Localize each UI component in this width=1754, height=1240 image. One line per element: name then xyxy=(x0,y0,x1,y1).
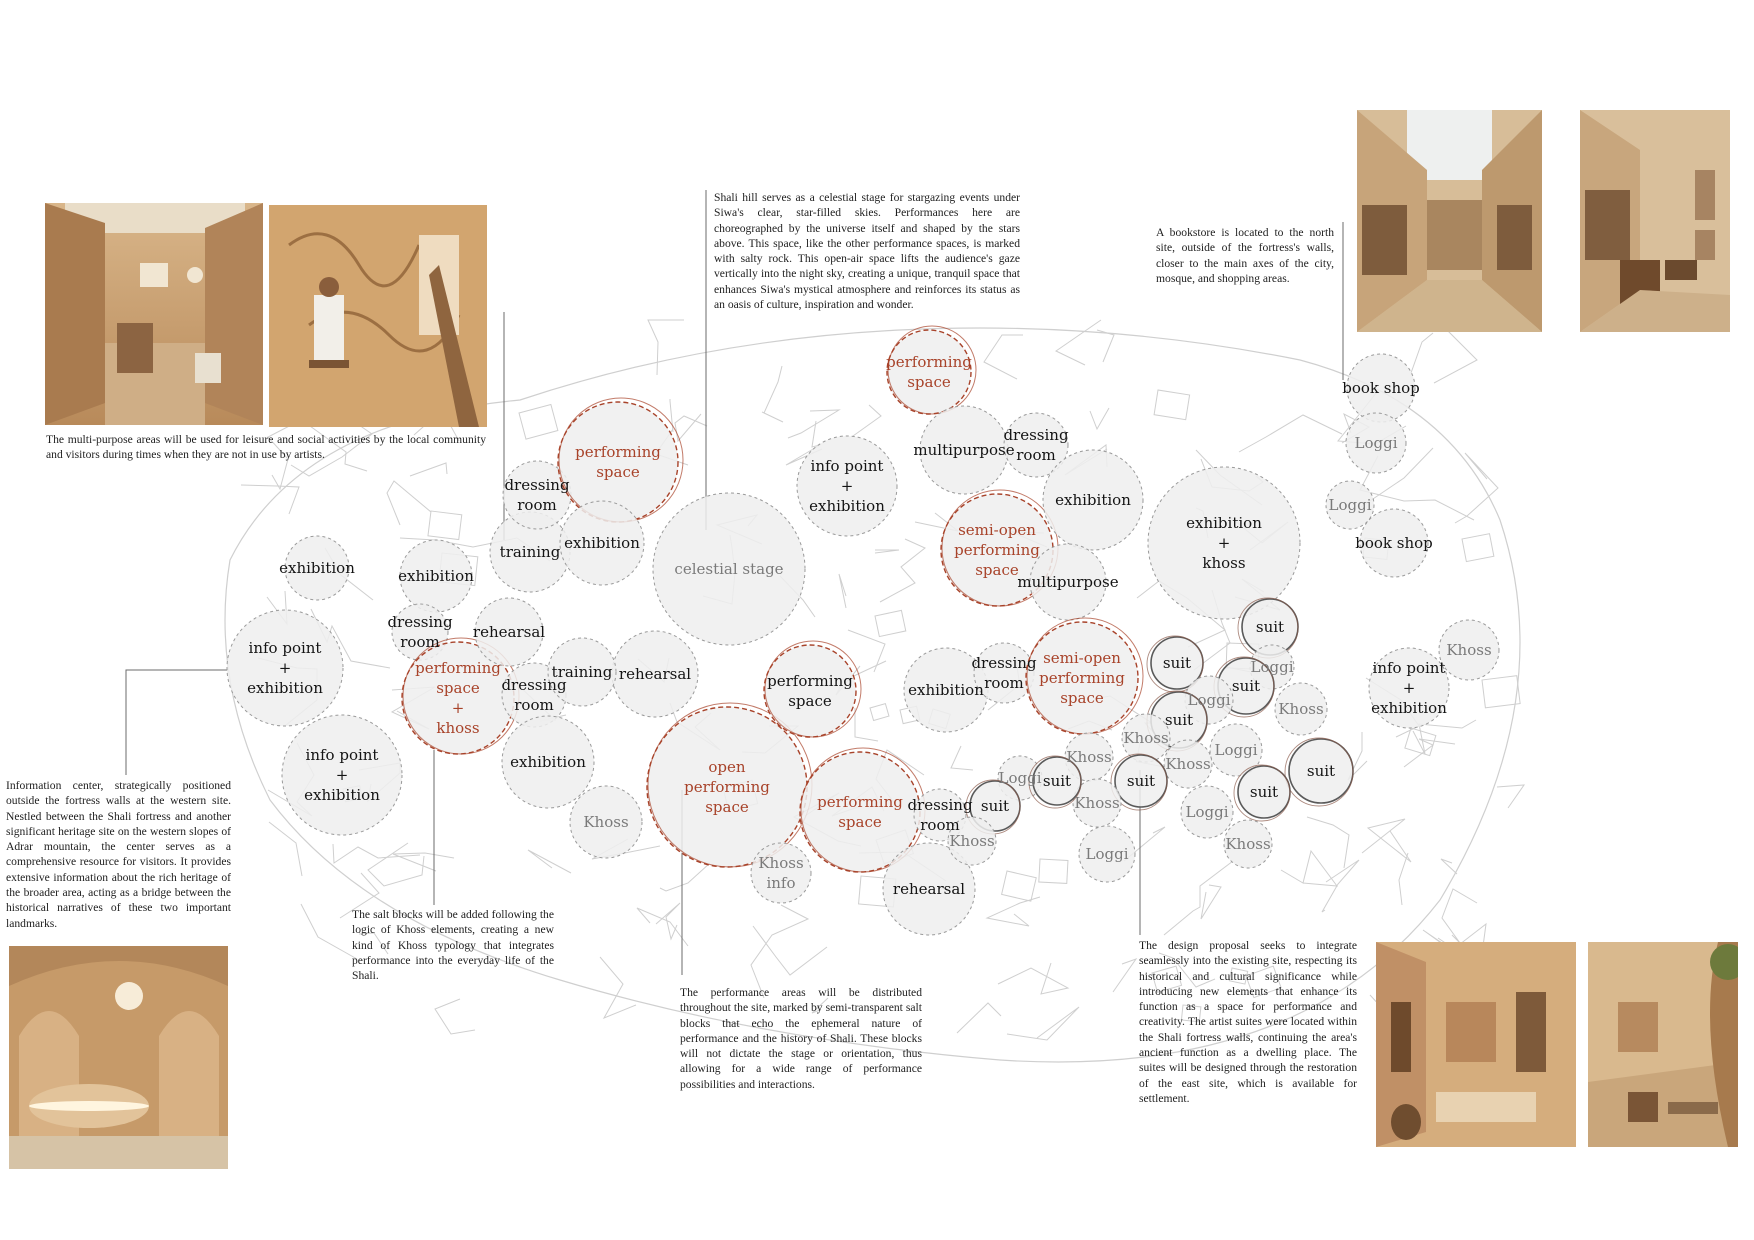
label-dressing-room: dressing room xyxy=(504,476,570,514)
building-outline xyxy=(1039,859,1068,883)
label-khoss: Khoss xyxy=(1066,748,1112,766)
label-rehearsal: rehearsal xyxy=(618,665,692,683)
street-line xyxy=(788,410,839,438)
label-semi-open-performing-space: semi-open performing space xyxy=(954,521,1040,579)
label-exhibition: exhibition xyxy=(279,559,355,577)
photo-information-center xyxy=(9,946,228,1169)
building-outline xyxy=(870,704,889,721)
bubble-open-performing-space-17 xyxy=(647,707,807,867)
street-line xyxy=(1239,415,1342,452)
label-suit: suit xyxy=(1042,772,1072,790)
street-line xyxy=(880,539,925,602)
label-rehearsal: rehearsal xyxy=(472,623,546,641)
street-line xyxy=(1097,330,1114,362)
street-line xyxy=(435,999,475,1034)
street-line xyxy=(1404,739,1455,767)
label-suit: suit xyxy=(980,797,1010,815)
street-line xyxy=(984,335,1023,379)
label-performing-space: performing space xyxy=(886,353,972,391)
street-line xyxy=(839,574,846,608)
photo-artist-at-work xyxy=(269,205,487,427)
street-line xyxy=(853,405,881,436)
bubble-multipurpose-28 xyxy=(1030,544,1106,620)
street-line xyxy=(675,414,707,441)
label-info-point-exhibition: info point + exhibition xyxy=(809,457,885,515)
label-loggi: Loggi xyxy=(1085,845,1129,863)
label-khoss: Khoss xyxy=(1278,700,1324,718)
street-line xyxy=(1322,860,1359,912)
bubble-khoss-58 xyxy=(948,817,996,865)
label-khoss: Khoss xyxy=(1446,641,1492,659)
label-training: training xyxy=(551,663,613,681)
label-loggi: Loggi xyxy=(1354,434,1398,452)
bubble-exhibition-9 xyxy=(502,716,594,808)
street-line xyxy=(241,485,299,514)
street-line xyxy=(1113,959,1136,992)
street-line xyxy=(410,463,447,476)
label-exhibition-khoss: exhibition + khoss xyxy=(1186,514,1262,572)
street-line xyxy=(1399,853,1408,905)
label-khoss: Khoss xyxy=(583,813,629,831)
street-line xyxy=(368,843,424,886)
street-line xyxy=(387,481,431,525)
building-outline xyxy=(1002,871,1037,901)
bubble-exhibition-27 xyxy=(1043,450,1143,550)
label-info-point-exhibition: info point + exhibition xyxy=(247,639,323,697)
bubble-dressing-room-30 xyxy=(974,643,1034,703)
photo-artist-suite-room xyxy=(1376,942,1576,1147)
label-multipurpose: multipurpose xyxy=(1017,573,1119,591)
street-line xyxy=(1497,785,1524,808)
label-dressing-room: dressing room xyxy=(907,796,973,834)
building-outline xyxy=(519,404,558,439)
street-line xyxy=(753,926,827,975)
label-semi-open-performing-space: semi-open performing space xyxy=(1039,649,1125,707)
street-line xyxy=(528,850,571,873)
street-line xyxy=(648,320,684,375)
label-performing-space-khoss: performing space + khoss xyxy=(415,659,501,737)
street-line xyxy=(637,908,688,946)
bubble-training-12 xyxy=(548,638,616,706)
label-dressing-room: dressing room xyxy=(1003,426,1069,464)
label-suit: suit xyxy=(1126,772,1156,790)
street-line xyxy=(269,822,302,876)
bubble-exhibition-15 xyxy=(560,501,644,585)
bubble-khoss-46 xyxy=(1164,740,1212,788)
photo-artist-suite-courtyard xyxy=(1588,942,1738,1147)
street-line xyxy=(951,746,973,770)
label-exhibition: exhibition xyxy=(398,567,474,585)
street-line xyxy=(1164,861,1233,935)
street-line xyxy=(1007,1007,1079,1040)
street-line xyxy=(1307,817,1349,868)
bubble-loggi-57 xyxy=(1079,826,1135,882)
label-book-shop: book shop xyxy=(1355,534,1433,552)
label-khoss: Khoss xyxy=(1074,794,1120,812)
street-line xyxy=(987,897,1040,926)
photo-multipurpose-studio xyxy=(45,203,263,425)
photo-bookstore-passage xyxy=(1357,110,1542,332)
label-suit: suit xyxy=(1255,618,1285,636)
bubble-khoss-61 xyxy=(1439,620,1499,680)
label-loggi: Loggi xyxy=(998,769,1042,787)
bubble-performing-space-23 xyxy=(887,330,971,414)
label-performing-space: performing space xyxy=(767,672,853,710)
label-book-shop: book shop xyxy=(1342,379,1420,397)
label-dressing-room: dressing room xyxy=(387,613,453,651)
bubble-book-shop-37 xyxy=(1360,509,1428,577)
label-performing-space: performing space xyxy=(817,793,903,831)
label-info-point-exhibition: info point + exhibition xyxy=(304,746,380,804)
label-dressing-room: dressing room xyxy=(501,676,567,714)
label-multipurpose: multipurpose xyxy=(913,441,1015,459)
label-open-performing-space: open performing space xyxy=(684,758,770,816)
photo-reading-room xyxy=(1580,110,1730,332)
label-info-point-exhibition: info point + exhibition xyxy=(1371,659,1447,717)
bubble-info-point-exhibition-60 xyxy=(1369,648,1449,728)
note-info-center: Information center, strategically positioned outside the fortress walls at the western site. Nestled between the Shali fortress and another significant heritage site on the western slopes of Adrar mountain, the center serves as a comprehensive resource for visitors. It provides extensive information about the rich heritage of the broader area, acting as a bridge between the historical narratives of these two important landmarks. xyxy=(6,779,231,930)
label-khoss: Khoss xyxy=(1225,835,1271,853)
bubble-exhibition-3 xyxy=(400,540,472,612)
bubble-performing-space-19 xyxy=(764,645,856,737)
leader-line-info-center xyxy=(126,670,228,775)
bubble-info-point-exhibition-22 xyxy=(797,436,897,536)
street-line xyxy=(1362,819,1411,862)
note-performance-areas: The performance areas will be distributed throughout the site, marked by semi-transparent salt blocks that echo the ephemeral nature of performance and the history of Shali. These blocks will not dictate the stage or orientation, thus allowing for a wide range of performance possibilities and interactions. xyxy=(680,986,922,1091)
street-line xyxy=(660,863,710,891)
label-loggi: Loggi xyxy=(1187,691,1231,709)
bubble-exhibition-0 xyxy=(285,536,349,600)
bubble-semi-open-performing-space-31 xyxy=(1026,622,1138,734)
label-loggi: Loggi xyxy=(1250,658,1294,676)
label-loggi: Loggi xyxy=(1328,496,1372,514)
label-celestial-stage: celestial stage xyxy=(674,560,784,578)
street-line xyxy=(1441,859,1457,874)
note-bookstore: A bookstore is located to the north site, outside of the fortress's walls, closer to the main axes of the city, mosque, and shopping areas. xyxy=(1156,226,1334,285)
bubble-exhibition-khoss-33 xyxy=(1148,467,1300,619)
bubble-loggi-36 xyxy=(1326,481,1374,529)
label-suit: suit xyxy=(1162,654,1192,672)
street-line xyxy=(957,1003,1001,1033)
label-exhibition: exhibition xyxy=(908,681,984,699)
label-loggi: Loggi xyxy=(1214,741,1258,759)
bubble-loggi-35 xyxy=(1346,413,1406,473)
building-outline xyxy=(1462,534,1494,562)
street-line xyxy=(1455,453,1498,523)
bubble-loggi-56 xyxy=(1181,786,1233,838)
note-multipurpose: The multi-purpose areas will be used for leisure and social activities by the local community and visitors during times when they are not in use by artists. xyxy=(46,433,486,462)
label-khoss: Khoss xyxy=(949,832,995,850)
bubble-info-point-exhibition-1 xyxy=(227,610,343,726)
building-outline xyxy=(1482,676,1520,708)
bubble-info-point-exhibition-2 xyxy=(282,715,402,835)
street-line xyxy=(1201,885,1221,919)
label-exhibition: exhibition xyxy=(510,753,586,771)
label-dressing-room: dressing room xyxy=(971,654,1037,692)
bubble-exhibition-29 xyxy=(904,648,988,732)
street-line xyxy=(855,708,878,741)
label-khoss-info: Khoss info xyxy=(758,854,804,892)
building-outline xyxy=(875,610,906,636)
label-loggi: Loggi xyxy=(1185,803,1229,821)
bubble-performing-space-14 xyxy=(558,402,678,522)
street-line xyxy=(1411,333,1433,373)
bubble-rehearsal-6 xyxy=(472,598,546,666)
building-outline xyxy=(1154,390,1190,420)
street-line xyxy=(875,550,899,553)
label-suit: suit xyxy=(1249,783,1279,801)
bubble-book-shop-34 xyxy=(1347,354,1415,422)
bubble-rehearsal-11 xyxy=(612,631,698,717)
street-line xyxy=(762,366,783,422)
label-rehearsal: rehearsal xyxy=(892,880,966,898)
label-training: training xyxy=(499,543,561,561)
label-suit: suit xyxy=(1306,762,1336,780)
bubble-multipurpose-24 xyxy=(920,406,1008,494)
street-line xyxy=(1056,320,1101,365)
street-line xyxy=(670,399,673,432)
street-line xyxy=(998,963,1068,994)
street-line xyxy=(600,957,636,1018)
note-celestial-stage: Shali hill serves as a celestial stage for stargazing events under Siwa's clear, star-filled skies. Performances here are choreographed by the universe itself and shaped by the stars above. This space, like the other performance spaces, is marked with salty rock. This open-air space lifts the audience's gaze vertically into the night sky, creating a unique, tranquil space that enhances Siwa's mystical atmosphere and reinforces its status as an oasis of culture, inspiration and wonder. xyxy=(714,191,1020,312)
note-salt-blocks: The salt blocks will be added following the logic of Khoss elements, creating a new kind of Khoss typology that integrates performance into the everyday life of the Shali. xyxy=(352,908,554,983)
bubble-khoss-59 xyxy=(1224,820,1272,868)
note-design-proposal: The design proposal seeks to integrate seamlessly into the existing site, respecting its historical and cultural significance while introducing new elements that enhance its function as a space for performance and creativity. The artist suites were located within the Shali fortress walls, continuing the area's ancient function as a dwelling place. The suites will be designed through the restoration of the east site, which is available for settlement. xyxy=(1139,939,1357,1105)
label-suit: suit xyxy=(1164,711,1194,729)
label-khoss: Khoss xyxy=(1123,729,1169,747)
bubble-khoss-info-18 xyxy=(751,843,811,903)
street-line xyxy=(1090,408,1109,429)
bubble-khoss-10 xyxy=(570,786,642,858)
building-outline xyxy=(428,511,462,540)
bubble-celestial-stage-16 xyxy=(653,493,805,645)
bubble-khoss-43 xyxy=(1275,683,1327,735)
label-khoss: Khoss xyxy=(1165,755,1211,773)
label-exhibition: exhibition xyxy=(564,534,640,552)
label-exhibition: exhibition xyxy=(1055,491,1131,509)
label-performing-space: performing space xyxy=(575,443,661,481)
label-suit: suit xyxy=(1231,677,1261,695)
